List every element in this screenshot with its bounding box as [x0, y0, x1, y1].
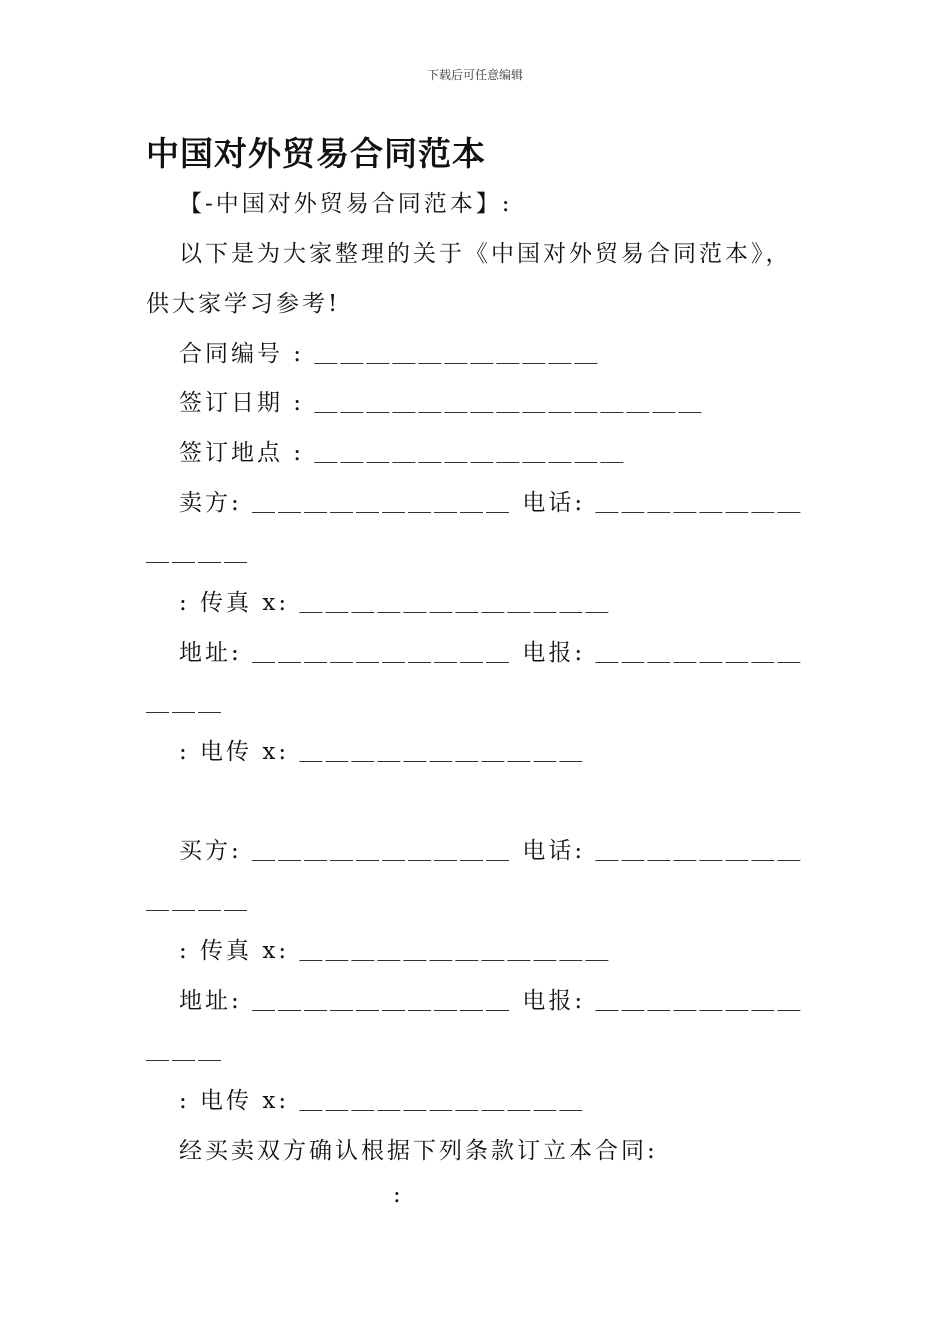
seller-fax-field: : 传真 x: ＿＿＿＿＿＿＿＿＿＿＿＿ — [179, 590, 612, 616]
seller-address-continued: ＿＿＿ — [146, 690, 224, 716]
agreement-statement: 经买卖双方确认根据下列条款订立本合同: — [179, 1138, 658, 1164]
page-header: 下载后可任意编辑 — [426, 68, 523, 82]
seller-telex-field: : 电传 x: ＿＿＿＿＿＿＿＿＿＿＿ — [179, 739, 586, 765]
buyer-fax-field: : 传真 x: ＿＿＿＿＿＿＿＿＿＿＿＿ — [179, 938, 612, 964]
buyer-telex-field: : 电传 x: ＿＿＿＿＿＿＿＿＿＿＿ — [179, 1088, 586, 1114]
document-title: 中国对外贸易合同范本 — [146, 134, 486, 173]
intro-line: 供大家学习参考! — [146, 291, 341, 317]
sign-date-field: 签订日期 : ＿＿＿＿＿＿＿＿＿＿＿＿＿＿＿ — [179, 390, 705, 416]
seller-phone-field: 卖方: ＿＿＿＿＿＿＿＿＿＿ 电话: ＿＿＿＿＿＿＿＿ — [179, 490, 804, 516]
buyer-phone-field: 买方: ＿＿＿＿＿＿＿＿＿＿ 电话: ＿＿＿＿＿＿＿＿ — [179, 838, 804, 864]
colon-mark: : — [393, 1182, 404, 1208]
buyer-phone-continued: ＿＿＿＿ — [146, 888, 250, 914]
intro-line: 以下是为大家整理的关于《中国对外贸易合同范本》， — [179, 241, 792, 267]
buyer-address-field: 地址: ＿＿＿＿＿＿＿＿＿＿ 电报: ＿＿＿＿＿＿＿＿ — [179, 988, 804, 1014]
intro-line: 【-中国对外贸易合同范本】: — [179, 191, 513, 217]
sign-place-field: 签订地点 : ＿＿＿＿＿＿＿＿＿＿＿＿ — [179, 440, 627, 466]
contract-number-field: 合同编号 : ＿＿＿＿＿＿＿＿＿＿＿ — [179, 341, 601, 367]
buyer-address-continued: ＿＿＿ — [146, 1038, 224, 1064]
seller-phone-continued: ＿＿＿＿ — [146, 540, 250, 566]
seller-address-field: 地址: ＿＿＿＿＿＿＿＿＿＿ 电报: ＿＿＿＿＿＿＿＿ — [179, 640, 804, 666]
